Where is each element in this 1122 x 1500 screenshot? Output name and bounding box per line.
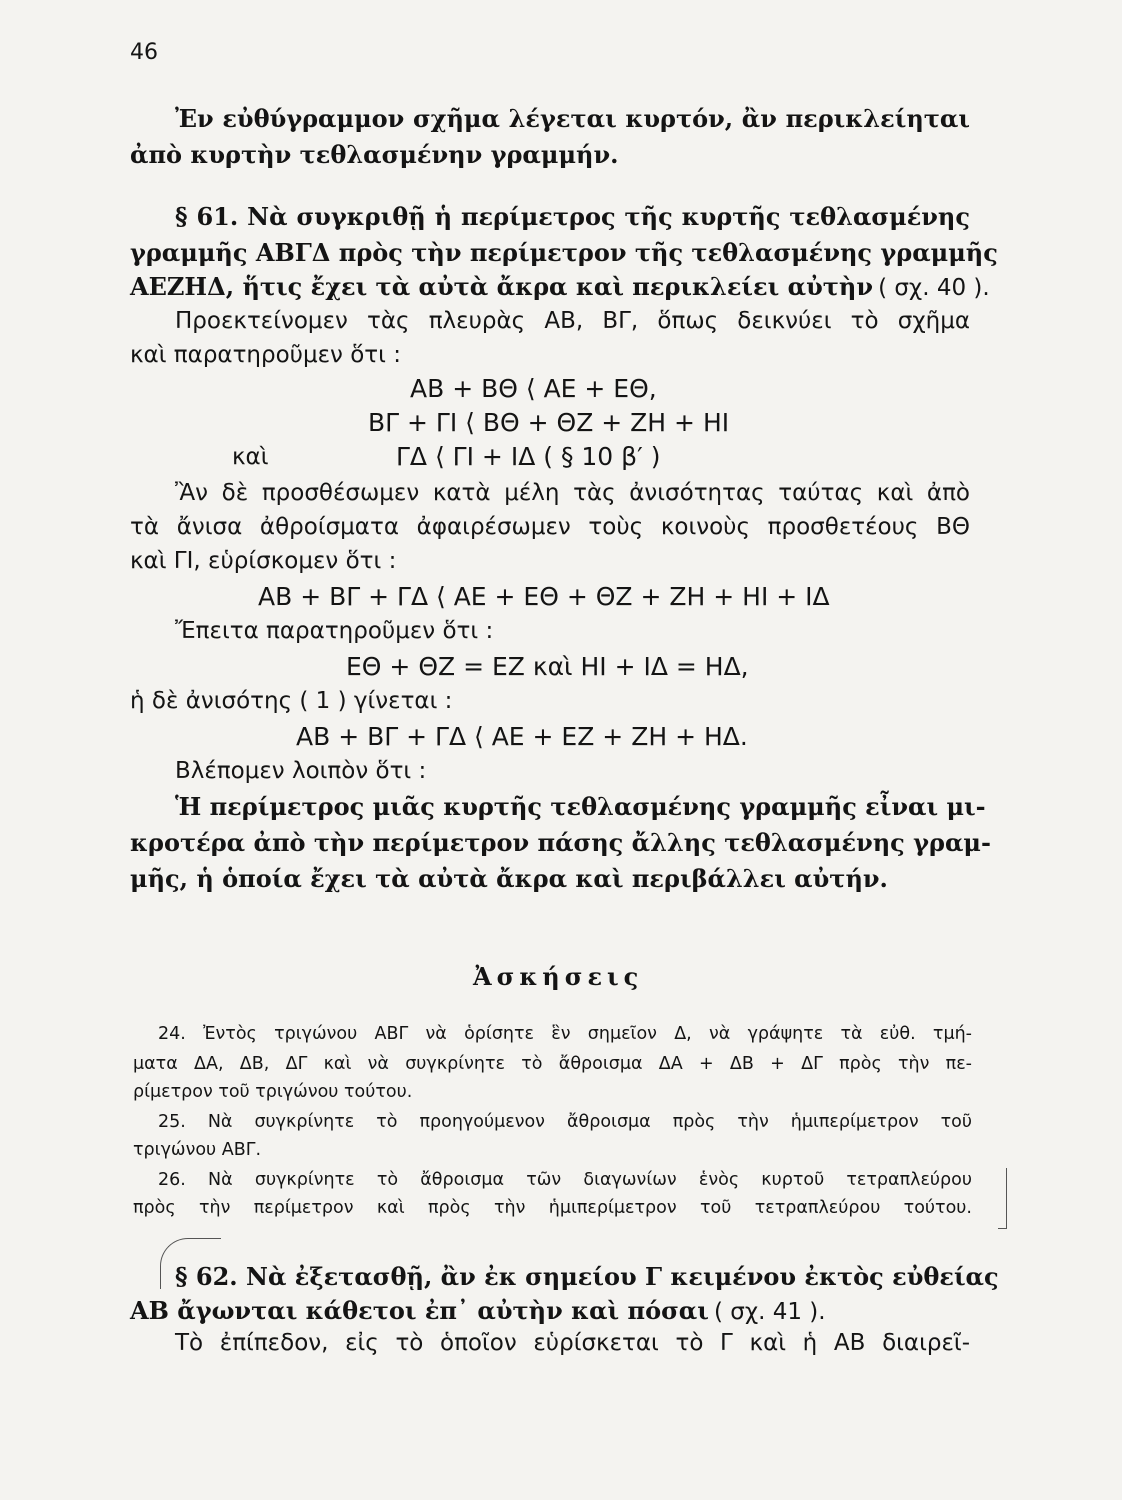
section-61-line-1: § 61. Νὰ συγκριθῇ ἡ περίμετρος τῆς κυρτῆς τεθλασμένης — [175, 202, 970, 231]
paragraph-1-line-1: Προεκτείνομεν τὰς πλευρὰς ΑΒ, ΒΓ, ὅπως δεικνύει τὸ σχῆμα — [175, 308, 970, 334]
exercise-24-line-3: ρίμετρον τοῦ τριγώνου τούτου. — [133, 1082, 413, 1102]
paragraph-4: ἡ δὲ ἀνισότης ( 1 ) γίνεται : — [130, 688, 453, 714]
exercise-24-line-1: 24. Ἐντὸς τριγώνου ΑΒΓ νὰ ὁρίσητε ἓν σημεῖον Δ, νὰ γράψητε τὰ εὐθ. τμή- — [158, 1024, 972, 1044]
paragraph-2-line-2: τὰ ἄνισα ἀθροίσματα ἀφαιρέσωμεν τοὺς κοινοὺς προσθετέους ΒΘ — [130, 514, 970, 540]
equation-1: ΕΘ + ΘΖ = ΕΖ καὶ ΗΙ + ΙΔ = ΗΔ, — [346, 652, 749, 681]
inequality-2: ΒΓ + ΓΙ ⟨ ΒΘ + ΘΖ + ΖΗ + ΗΙ — [368, 408, 730, 437]
theorem-line-2: κροτέρα ἀπὸ τὴν περίμετρον πάσης ἄλλης τεθλασμένης γραμ- — [130, 828, 991, 857]
inequality-3: ΓΔ ⟨ ΓΙ + ΙΔ ( § 10 β′ ) — [396, 442, 661, 471]
exercises-heading: Ἀσκήσεις — [473, 962, 644, 991]
theorem-line-1: Ἡ περίμετρος μιᾶς κυρτῆς τεθλασμένης γραμμῆς εἶναι μι- — [175, 792, 986, 821]
exercise-25-line-1: 25. Νὰ συγκρίνητε τὸ προηγούμενον ἄθροισμα πρὸς τὴν ἡμιπερίμετρον τοῦ — [158, 1112, 972, 1132]
page-number: 46 — [130, 40, 158, 65]
paragraph-3: Ἔπειτα παρατηροῦμεν ὅτι : — [175, 618, 494, 644]
inequality-final: ΑΒ + ΒΓ + ΓΔ ⟨ ΑΕ + ΕΖ + ΖΗ + ΗΔ. — [296, 722, 748, 751]
exercise-25-line-2: τριγώνου ΑΒΓ. — [133, 1140, 262, 1160]
section-61-line-3 — [130, 272, 990, 301]
section-62-line-2-bold: ΑΒ ἄγωνται κάθετοι ἐπ᾽ αὐτὴν καὶ πόσαι — [130, 1296, 709, 1325]
paragraph-1-line-2: καὶ παρατηροῦμεν ὅτι : — [130, 342, 401, 368]
figure-ref-41: ( σχ. 41 ). — [713, 1299, 826, 1325]
inequality-3-label: καὶ — [232, 444, 269, 470]
exercise-26-line-1: 26. Νὰ συγκρίνητε τὸ ἄθροισμα τῶν διαγωνίων ἑνὸς κυρτοῦ τετραπλεύρου — [158, 1170, 972, 1190]
paragraph-5: Βλέπομεν λοιπὸν ὅτι : — [175, 758, 427, 784]
definition-line-2: ἀπὸ κυρτὴν τεθλασμένην γραμμήν. — [130, 140, 619, 169]
definition-line-1: Ἐν εὐθύγραμμον σχῆμα λέγεται κυρτόν, ἂν περικλείηται — [175, 104, 970, 133]
section-62-line-1: § 62. Νὰ ἐξετασθῇ, ἂν ἐκ σημείου Γ κειμένου ἐκτὸς εὐθείας — [175, 1262, 999, 1291]
section-62-line-2 — [130, 1296, 826, 1325]
figure-ref-40: ( σχ. 40 ). — [878, 275, 990, 301]
inequality-1: ΑΒ + ΒΘ ⟨ ΑΕ + ΕΘ, — [410, 374, 657, 403]
section-61-line-2: γραμμῆς ΑΒΓΔ πρὸς τὴν περίμετρον τῆς τεθλασμένης γραμμῆς — [130, 238, 998, 267]
exercise-26-line-2: πρὸς τὴν περίμετρον καὶ πρὸς τὴν ἡμιπερίμετρον τοῦ τετραπλεύρου τούτου. — [133, 1198, 972, 1218]
theorem-line-3: μῆς, ἡ ὁποία ἔχει τὰ αὐτὰ ἄκρα καὶ περιβάλλει αὐτήν. — [130, 864, 888, 893]
exercise-24-line-2: ματα ΔΑ, ΔΒ, ΔΓ καὶ νὰ συγκρίνητε τὸ ἄθροισμα ΔΑ + ΔΒ + ΔΓ πρὸς τὴν πε- — [133, 1054, 972, 1074]
margin-bracket-right — [998, 1168, 1007, 1229]
section-62-line-3: Τὸ ἐπίπεδον, εἰς τὸ ὁποῖον εὑρίσκεται τὸ Γ καὶ ἡ ΑΒ διαιρεῖ- — [175, 1330, 970, 1356]
paragraph-2-line-1: Ἂν δὲ προσθέσωμεν κατὰ μέλη τὰς ἀνισότητας ταύτας καὶ ἀπὸ — [175, 480, 970, 506]
section-61-line-3-bold: ΑΕΖΗΔ, ἥτις ἔχει τὰ αὐτὰ ἄκρα καὶ περικλείει αὐτὴν — [130, 272, 873, 301]
paragraph-2-line-3: καὶ ΓΙ, εὑρίσκομεν ὅτι : — [130, 548, 397, 574]
inequality-sum: ΑΒ + ΒΓ + ΓΔ ⟨ ΑΕ + ΕΘ + ΘΖ + ΖΗ + ΗΙ + ΙΔ — [258, 582, 830, 611]
